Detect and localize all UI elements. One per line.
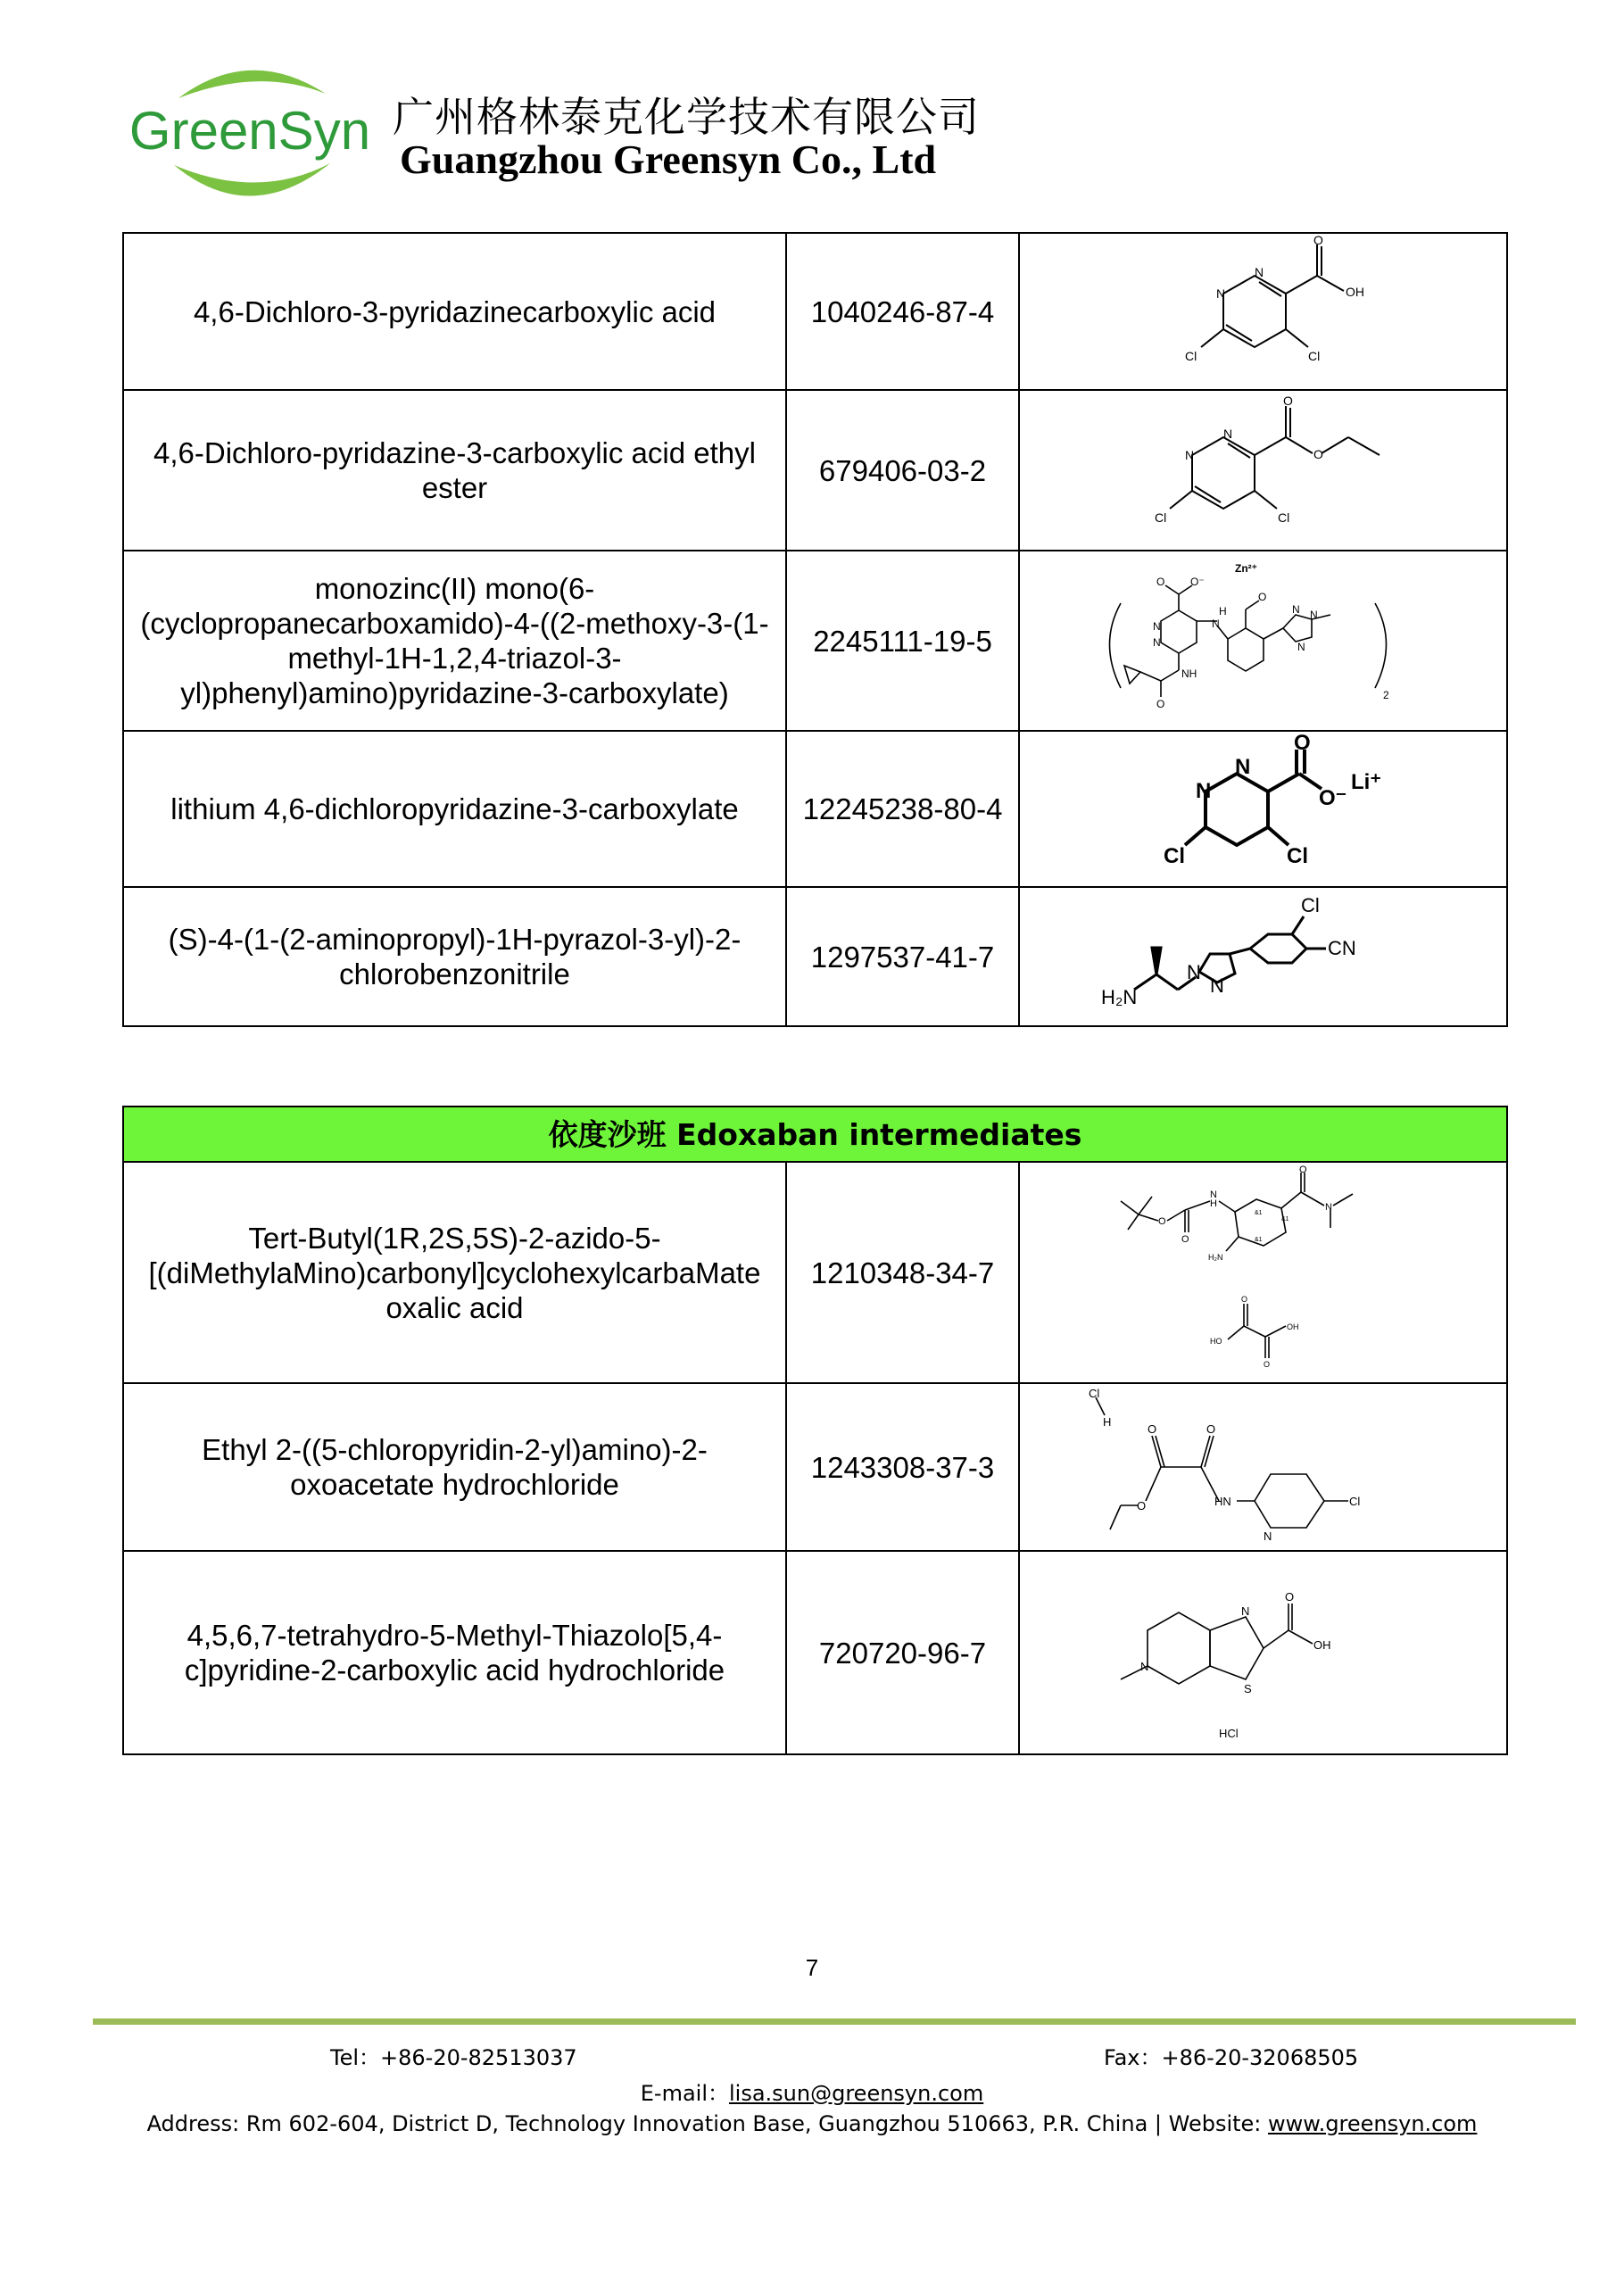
svg-text:N: N xyxy=(1297,640,1305,653)
table-row xyxy=(123,1383,1507,1551)
table-row xyxy=(123,551,1507,731)
table-row xyxy=(123,1551,1507,1754)
svg-text:N: N xyxy=(1291,602,1300,616)
compound-name: (S)-4-(1-(2-aminopropyl)-1H-pyrazol-3-yl)-2-chlorobenzonitrile xyxy=(123,887,786,1026)
boc-cyclohexylcarbamate-oxalate-structure xyxy=(1019,1162,1507,1383)
svg-text:Cl: Cl xyxy=(1154,510,1166,525)
chloropyridinyl-oxoacetate-hcl-structure xyxy=(1019,1383,1507,1551)
svg-text:Cl: Cl xyxy=(1088,1387,1099,1400)
cas-number: 1297537-41-7 xyxy=(786,887,1019,1026)
svg-text:O⁻: O⁻ xyxy=(1318,785,1346,810)
page-number: 7 xyxy=(805,1954,819,1981)
dichloropyridazine-ethyl-ester-structure xyxy=(1019,390,1507,551)
website-link[interactable]: www.greensyn.com xyxy=(1268,2111,1478,2136)
svg-text:N: N xyxy=(1254,265,1264,279)
table-row xyxy=(123,887,1507,1026)
svg-text:O: O xyxy=(1240,1295,1247,1304)
svg-text:N: N xyxy=(1184,447,1194,462)
svg-text:O: O xyxy=(1156,697,1164,710)
svg-text:O: O xyxy=(1181,1234,1189,1245)
svg-text:HCl: HCl xyxy=(1218,1727,1239,1740)
svg-text:O: O xyxy=(1298,1165,1307,1175)
lithium-dichloropyridazine-carboxylate-structure xyxy=(1019,731,1507,887)
svg-text:&1: &1 xyxy=(1280,1216,1289,1223)
svg-text:&1: &1 xyxy=(1254,1237,1263,1243)
svg-text:N: N xyxy=(1186,961,1201,983)
svg-text:N: N xyxy=(1240,1604,1249,1618)
svg-text:Cl: Cl xyxy=(1277,510,1289,525)
svg-text:Cl: Cl xyxy=(1184,349,1197,363)
compound-name: Tert-Butyl(1R,2S,5S)-2-azido-5-[(diMethylaMino)carbonyl]cyclohexylcarbaMate oxalic acid xyxy=(123,1162,786,1383)
compound-name: lithium 4,6-dichloropyridazine-3-carboxylate xyxy=(123,731,786,887)
greensyn-logo xyxy=(128,49,371,219)
table-row xyxy=(123,731,1507,887)
svg-text:O: O xyxy=(1157,1216,1166,1227)
svg-text:N: N xyxy=(1324,1202,1332,1213)
svg-text:N: N xyxy=(1139,1660,1148,1673)
svg-text:Cl: Cl xyxy=(1286,843,1308,868)
svg-text:N: N xyxy=(1195,778,1211,803)
svg-text:Cl: Cl xyxy=(1307,349,1320,363)
svg-text:O: O xyxy=(1136,1499,1146,1513)
svg-text:N: N xyxy=(1215,286,1225,301)
svg-text:N: N xyxy=(1152,635,1161,649)
svg-text:O: O xyxy=(1263,1360,1270,1369)
footer-email-line xyxy=(0,2076,1624,2107)
svg-text:O: O xyxy=(1313,446,1323,461)
footer-address-line xyxy=(0,2111,1624,2136)
svg-text:N: N xyxy=(1211,617,1220,630)
dichloropyridazine-carboxylic-acid-structure xyxy=(1019,233,1507,390)
svg-text:O: O xyxy=(1282,393,1293,408)
thiazolopyridine-carboxylic-acid-hcl-structure xyxy=(1019,1551,1507,1754)
table-row xyxy=(123,1162,1507,1383)
svg-text:O: O xyxy=(1206,1422,1215,1436)
table-row xyxy=(123,390,1507,551)
cas-number: 1243308-37-3 xyxy=(786,1383,1019,1551)
email-label: E-mail： xyxy=(640,2081,729,2106)
section-title: 依度沙班 Edoxaban intermediates xyxy=(123,1107,1507,1162)
svg-text:O: O xyxy=(1156,575,1164,588)
company-name-cn: 广州格林泰克化学技术有限公司 xyxy=(393,93,980,141)
svg-text:CN: CN xyxy=(1327,937,1356,959)
svg-text:O: O xyxy=(1284,1590,1294,1604)
cas-number: 1210348-34-7 xyxy=(786,1162,1019,1383)
footer-tel: Tel：+86-20-82513037 xyxy=(330,2045,577,2070)
compound-name: 4,6-Dichloro-pyridazine-3-carboxylic acid ethyl ester xyxy=(123,390,786,551)
cas-number: 12245238-80-4 xyxy=(786,731,1019,887)
compound-name: 4,5,6,7-tetrahydro-5-Methyl-Thiazolo[5,4-c]pyridine-2-carboxylic acid hydrochloride xyxy=(123,1551,786,1754)
svg-text:O: O xyxy=(1293,730,1311,755)
svg-text:HO: HO xyxy=(1209,1337,1222,1346)
svg-text:O⁻: O⁻ xyxy=(1189,575,1205,588)
section-header-row xyxy=(123,1107,1507,1162)
svg-text:N: N xyxy=(1209,974,1224,997)
svg-text:OH: OH xyxy=(1345,285,1364,299)
footer-fax: Fax：+86-20-32068505 xyxy=(1104,2045,1359,2070)
logo-text: GreenSyn xyxy=(128,101,371,161)
svg-text:OH: OH xyxy=(1286,1322,1298,1331)
svg-text:OH: OH xyxy=(1313,1638,1330,1652)
cas-number: 679406-03-2 xyxy=(786,390,1019,551)
svg-text:HN: HN xyxy=(1214,1495,1231,1508)
svg-text:H₂N: H₂N xyxy=(1100,986,1137,1008)
svg-text:Cl: Cl xyxy=(1300,894,1320,916)
svg-text:NH: NH xyxy=(1181,667,1197,680)
svg-text:O: O xyxy=(1147,1422,1156,1436)
svg-text:H: H xyxy=(1102,1415,1111,1429)
address-text: Address: Rm 602-604, District D, Technology Innovation Base, Guangzhou 510663, P.R. China | Website: xyxy=(146,2111,1268,2136)
svg-text:Zn²⁺: Zn²⁺ xyxy=(1234,561,1257,575)
svg-text:H: H xyxy=(1209,1198,1217,1209)
compound-name: monozinc(II) mono(6-(cyclopropanecarboxamido)-4-((2-methoxy-3-(1-methyl-1H-1,2,4-triazol-3-yl)phenyl)amino)pyridazine-3-carboxylate) xyxy=(123,551,786,731)
svg-text:Cl: Cl xyxy=(1163,843,1185,868)
footer-divider xyxy=(93,2018,1576,2025)
svg-text:&1: &1 xyxy=(1254,1210,1263,1216)
cas-number: 720720-96-7 xyxy=(786,1551,1019,1754)
svg-text:N: N xyxy=(1234,754,1250,779)
svg-text:O: O xyxy=(1257,590,1266,603)
svg-text:N: N xyxy=(1152,619,1161,633)
compound-name: 4,6-Dichloro-3-pyridazinecarboxylic acid xyxy=(123,233,786,390)
svg-text:H: H xyxy=(1218,604,1227,618)
svg-text:N: N xyxy=(1209,1189,1217,1200)
svg-text:O: O xyxy=(1313,233,1323,247)
svg-text:Cl: Cl xyxy=(1348,1495,1360,1508)
svg-text:S: S xyxy=(1243,1682,1252,1695)
svg-text:N: N xyxy=(1309,608,1318,621)
company-name-en: Guangzhou Greensyn Co., Ltd xyxy=(400,137,937,182)
table-row xyxy=(123,233,1507,390)
zinc-pyridazine-carboxylate-structure xyxy=(1019,551,1507,731)
compound-table-1 xyxy=(122,232,1508,1027)
svg-text:N: N xyxy=(1222,426,1232,441)
svg-text:Li⁺: Li⁺ xyxy=(1350,769,1381,794)
compound-name: Ethyl 2-((5-chloropyridin-2-yl)amino)-2-oxoacetate hydrochloride xyxy=(123,1383,786,1551)
aminopropyl-pyrazolyl-chlorobenzonitrile-structure xyxy=(1019,887,1507,1026)
svg-text:N: N xyxy=(1263,1529,1272,1543)
compound-table-2 xyxy=(122,1106,1508,1755)
svg-text:H₂N: H₂N xyxy=(1207,1253,1222,1262)
svg-text:2: 2 xyxy=(1382,688,1389,701)
cas-number: 2245111-19-5 xyxy=(786,551,1019,731)
cas-number: 1040246-87-4 xyxy=(786,233,1019,390)
email-link[interactable]: lisa.sun@greensyn.com xyxy=(729,2081,984,2106)
